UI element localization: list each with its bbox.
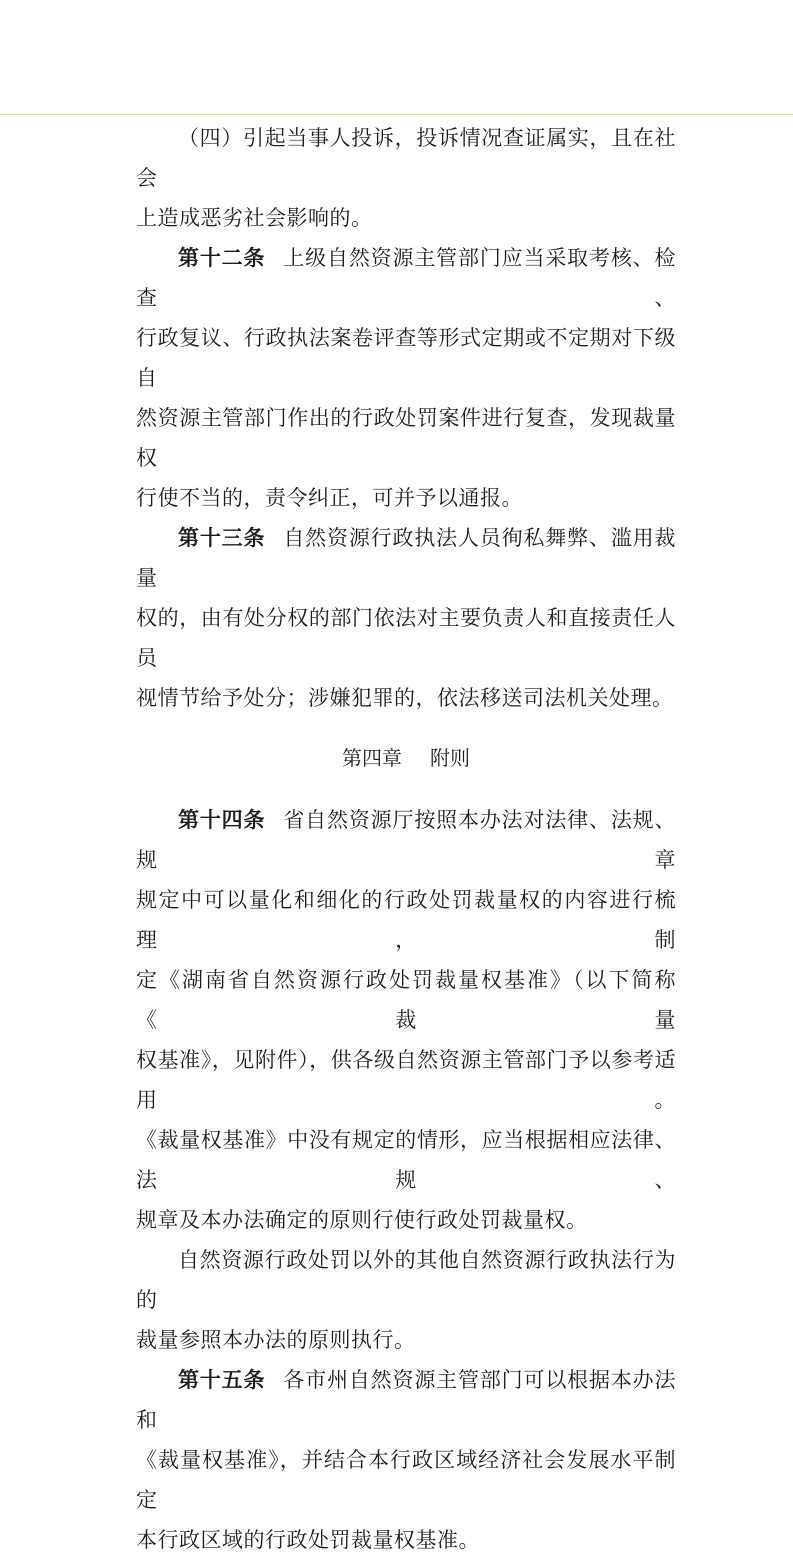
article-15-number: 第十五条 xyxy=(178,1367,266,1392)
article-13 xyxy=(136,518,676,598)
chapter-title: 附则 xyxy=(430,746,470,770)
text-line: 规定中可以量化和细化的行政处罚裁量权的内容进行梳理，制 xyxy=(136,888,676,952)
article-12-line xyxy=(136,318,676,398)
article-13-line xyxy=(136,678,676,718)
text-line: （四）引起当事人投诉，投诉情况查证属实，且在社会 xyxy=(136,126,676,190)
article-15-line xyxy=(136,1440,676,1520)
article-15 xyxy=(136,1360,676,1440)
text-line: 规章及本办法确定的原则行使行政处罚裁量权。 xyxy=(136,1208,588,1232)
article-14-line xyxy=(136,1200,676,1240)
paragraph-other-acts-cont xyxy=(136,1320,676,1360)
text-line: 自然资源行政执法人员徇私舞弊、滥用裁量 xyxy=(136,526,677,590)
article-14-number: 第十四条 xyxy=(178,807,266,832)
article-13-line xyxy=(136,598,676,678)
article-14-line xyxy=(136,1040,676,1120)
text-line: 行使不当的，责令纠正，可并予以通报。 xyxy=(136,486,523,510)
text-line: 《裁量权基准》，并结合本行政区域经济社会发展水平制定 xyxy=(136,1448,676,1512)
text-line: 视情节给予处分；涉嫌犯罪的，依法移送司法机关处理。 xyxy=(136,686,674,710)
text-line: 自然资源行政处罚以外的其他自然资源行政执法行为的 xyxy=(136,1248,676,1312)
text-line: 上级自然资源主管部门应当采取考核、检查、 xyxy=(136,246,677,310)
article-12 xyxy=(136,238,676,318)
text-line: 定《湖南省自然资源行政处罚裁量权基准》（以下简称《裁量 xyxy=(136,968,676,1032)
text-line: 《裁量权基准》中没有规定的情形，应当根据相应法律、法规、 xyxy=(136,1128,676,1192)
paragraph-item-4 xyxy=(136,118,676,198)
article-14-line xyxy=(136,1120,676,1200)
article-12-line xyxy=(136,398,676,478)
text-line: 上造成恶劣社会影响的。 xyxy=(136,206,373,230)
article-14-line xyxy=(136,960,676,1040)
text-line: 权基准》，见附件），供各级自然资源主管部门予以参考适用。 xyxy=(136,1048,676,1112)
paragraph-item-4-cont xyxy=(136,198,676,238)
text-line: 行政复议、行政执法案卷评查等形式定期或不定期对下级自 xyxy=(136,326,676,390)
paragraph-other-acts xyxy=(136,1240,676,1320)
text-line: 权的，由有处分权的部门依法对主要负责人和直接责任人员 xyxy=(136,606,676,670)
article-13-number: 第十三条 xyxy=(178,525,266,550)
article-15-line xyxy=(136,1520,676,1560)
text-line: 各市州自然资源主管部门可以根据本办法和 xyxy=(136,1368,677,1432)
document-body xyxy=(136,118,676,1560)
article-12-number: 第十二条 xyxy=(178,245,266,270)
article-14 xyxy=(136,800,676,880)
article-14-line xyxy=(136,880,676,960)
chapter-number: 第四章 xyxy=(342,746,402,770)
text-line: 本行政区域的行政处罚裁量权基准。 xyxy=(136,1528,480,1552)
article-12-line xyxy=(136,478,676,518)
text-line: 然资源主管部门作出的行政处罚案件进行复查，发现裁量权 xyxy=(136,406,676,470)
chapter-heading xyxy=(136,738,676,778)
top-rule xyxy=(0,114,793,115)
text-line: 省自然资源厅按照本办法对法律、法规、规章 xyxy=(136,808,677,872)
text-line: 裁量参照本办法的原则执行。 xyxy=(136,1328,416,1352)
